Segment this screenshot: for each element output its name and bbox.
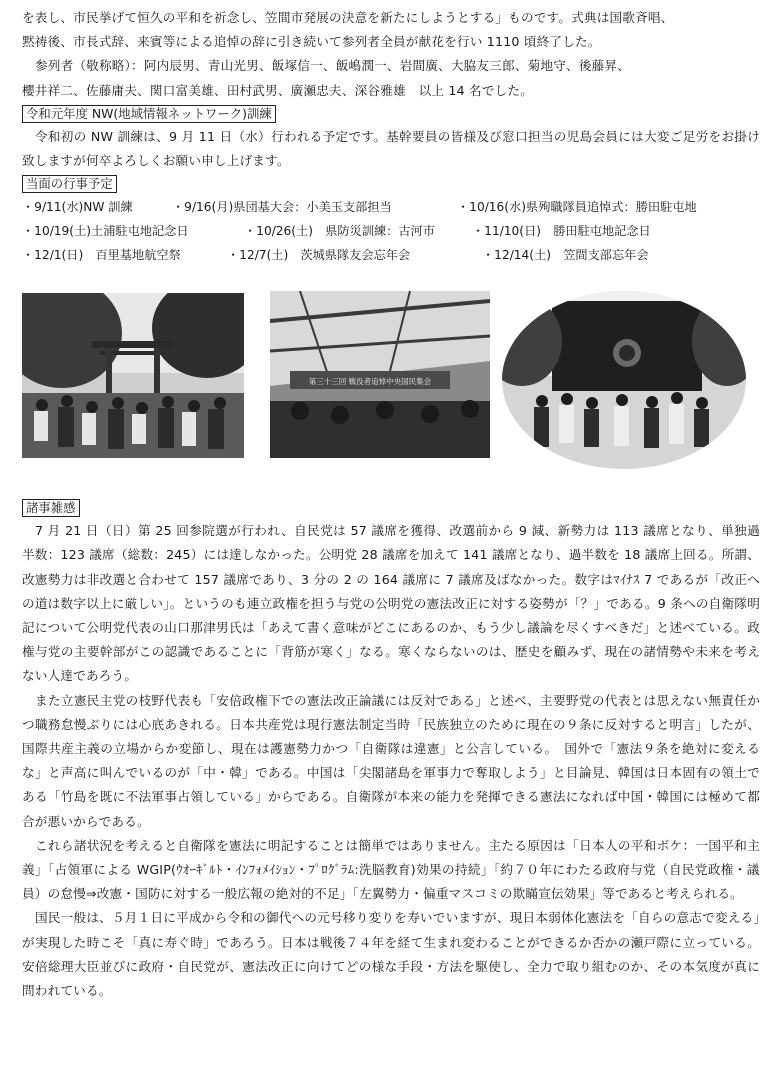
essay-heading: 諸事雑感 xyxy=(22,499,80,517)
schedule-row xyxy=(22,195,760,219)
essay-paragraph: これら諸状況を考えると自衛隊を憲法に明記することは簡単ではありません。主たる原因は「日本人の平和ボケ：一国平和主義」「占領軍による WGIP(ｳｵｰｷﾞﾙﾄ・ｲﾝﾌｫﾒｲｼｮﾝ・ﾌﾟﾛｸﾞﾗﾑ:洗脳教育)効果の持続」「約７０年にわたる政府与党（自民党政権・議員）の怠慢⇒改憲・国防に対する一般広報の絶対的不足」「左翼勢力・偏重マスコミの欺瞞宣伝効果」等であると考えられる。 xyxy=(22,837,760,902)
nw-training-heading: 令和元年度 NW(地域情報ネットワーク)訓練 xyxy=(22,105,276,123)
essay-paragraph: 7 月 21 日（日）第 25 回参院選が行われ、自民党は 57 議席を獲得、改選前から 9 減、新勢力は 113 議席となり、単独過半数：123 議席（総数：245）には達しなかった。公明党 28 議席を加えて 141 議席となり、過半数を 18 議席上回る。所謂、改憲勢力は非改選と合わせて 157 議席であり、3 分の 2 の 164 議席に 7 議席及ばなかった。数字はﾏｲﾅｽ 7 であるが「改正への道は数字以上に厳しい」。というのも連立政権を担う与党の公明党の憲法改正に対する姿勢が「？」である。9 条への自衛隊明記について公明党代表の山口那津男氏は「あえて書く意味がどこにあるのか、もう少し議論を尽くすべきだ」と述べている。政権与党の主要幹部がこの認識であることに「背筋が寒く」なる。寒くならないのは、歴史を顧みず、現在の諸情勢や未来を考えない人達であろう。 xyxy=(22,523,760,684)
schedule-row xyxy=(22,219,760,243)
schedule-item: ・12/1(日) 百里基地航空祭 xyxy=(22,248,181,263)
shrine-gate-photo xyxy=(22,293,244,458)
schedule-heading: 当面の行事予定 xyxy=(22,175,117,193)
attendees-line: 櫻井祥二、佐藤庸夫、関口富美雄、田村武男、廣瀬忠夫、深谷雅雄 以上 14 名でした。 xyxy=(22,82,533,98)
schedule-item: ・10/19(土)土浦駐屯地記念日 xyxy=(22,224,189,239)
schedule-item: ・10/26(土) 県防災訓練：古河市 xyxy=(244,224,435,239)
schedule-item: ・9/11(水)NW 訓練 xyxy=(22,200,133,215)
nw-training-text: 令和初の NW 訓練は、9 月 11 日（水）行われる予定です。基幹要員の皆様及び窓口担当の児島会員には大変ご足労をお掛け致しますが何卒よろしくお願い申し上げます。 xyxy=(22,128,760,169)
attendees-line: 参列者（敬称略）：阿内辰男、青山光男、飯塚信一、飯嶋潤一、岩間廣、大脇友三郎、菊地守、後藤昇、 xyxy=(35,58,631,74)
photo-strip xyxy=(22,291,760,481)
banner-text: 第三十三回 戦没者追悼中央国民集会 xyxy=(308,377,432,387)
schedule-item: ・11/10(日) 勝田駐屯地記念日 xyxy=(472,224,651,239)
schedule-item: ・12/7(土) 茨城県隊友会忘年会 xyxy=(227,248,411,263)
intro-line: 黙祷後、市長式辞、来賓等による追悼の辞に引き続いて参列者全員が献花を行い 1110 頃終了した。 xyxy=(22,34,601,50)
essay-paragraph: 国民一般は、５月１日に平成から令和の御代への元号移り変りを寿いでいますが、現日本弱体化憲法を「自らの意志で変える」が実現した時こそ「真に寿ぐ時」であろう。日本は戦後７４年を経て生まれ変わることができるか否かの瀬戸際に立っている。安倍総理大臣並びに政府・自民党が、憲法改正に向けてどの様な手段・方法を駆使し、全力で取り組むのか、その本気度が真に問われている。 xyxy=(22,910,760,999)
intro-line: を表し、市民挙げて恒久の平和を祈念し、笠間市発展の決意を新たにしようとする」ものです。式典は国歌斉唱、 xyxy=(22,10,674,25)
shrine-gate-oval-photo xyxy=(502,291,746,469)
assembly-tent-photo xyxy=(270,291,490,458)
schedule-item: ・12/14(土) 笠間支部忘年会 xyxy=(482,248,649,263)
schedule-item: ・9/16(月)県団基大会：小美玉支部担当 xyxy=(172,200,392,215)
newsletter-page xyxy=(22,6,760,1003)
schedule-item: ・10/16(水)県殉職隊員追悼式：勝田駐屯地 xyxy=(457,200,697,215)
essay-paragraph: また立憲民主党の枝野代表も「安倍政権下での憲法改正論議には反対である」と述べ、主要野党の代表とは思えない無責任かつ職務怠慢ぶりには心底あきれる。日本共産党は現行憲法制定当時「民族独立のために現在の９条に反対すると明言」したが、国際共産主義の立場からか変節し、現在は護憲勢力かつ「自衛隊は違憲」と公言している。 国外で「憲法９条を絶対に変えるな」と声高に叫んでいるのが「中・韓」である。中国は「尖閣諸島を軍事力で奪取しよう」と目論見、韓国は日本固有の領土である「竹島を既に不法軍事占領している」からである。自衛隊が本来の能力を発揮できる憲法になれば中国・韓国には極めて都合が悪いからである。 xyxy=(22,692,760,829)
schedule-row xyxy=(22,243,760,267)
